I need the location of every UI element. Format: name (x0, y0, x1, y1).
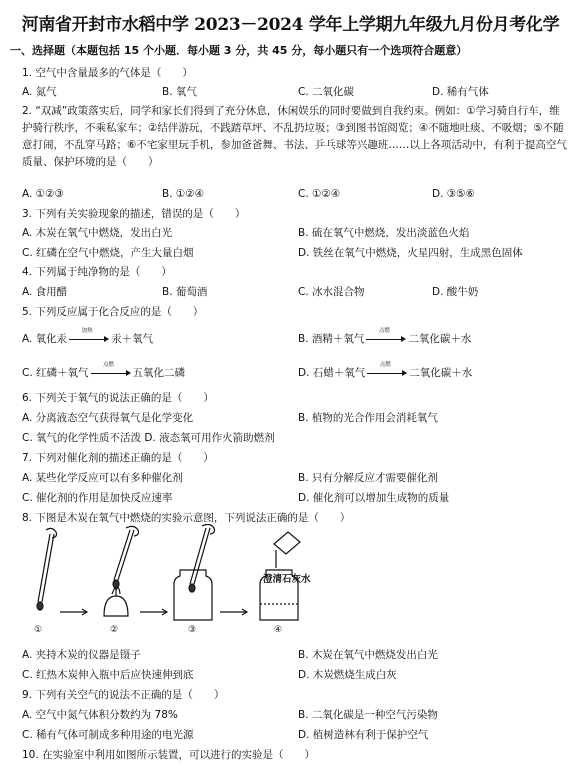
q3-option-d: D. 铁丝在氧气中燃烧，火星四射，生成黑色固体 (298, 247, 523, 259)
reaction-arrow-icon (69, 328, 109, 343)
q1-option-b: B. 氧气 (162, 86, 197, 98)
question-3-stem: 3. 下列有关实验现象的描述，错误的是（ ） (22, 208, 246, 220)
question-2-stem: 2. “双减”政策落实后，同学和家长们得到了充分休息，休闲娱乐的同时要做到自我约束。例如：①学习骑自行车，维护骑行秩序，不乘私家车；②结伴游玩，不践踏草坪、不乱扔垃圾；③到图书馆阅览；④不随地吐痰、不吸烟；⑤不随意打闹，不乱穿马路；⑥不宅家里玩手机，参加爸爸舞、书法、乒乓球等兴趣班……以上各项活动中，有利于提高空气质量、保护环境的是（ ） (22, 105, 567, 168)
question-10-stem: 10. 在实验室中利用如图所示装置，可以进行的实验是（ ） (22, 749, 316, 761)
question-4-stem: 4. 下列属于纯净物的是（ ） (22, 266, 172, 278)
q5-a-products: 汞＋氧气 (111, 333, 154, 345)
q5-option-b (298, 328, 472, 346)
q8-option-a: A. 夹持木炭的仪器是镊子 (22, 649, 141, 661)
reaction-condition: 加热 (81, 328, 93, 334)
q8-option-b: B. 木炭在氧气中燃烧发出白光 (298, 649, 438, 661)
q9-option-a: A. 空气中氮气体积分数约为 78% (22, 709, 178, 721)
q9-option-d: D. 植树造林有利于保护空气 (298, 729, 429, 741)
reaction-arrow-icon (91, 362, 131, 377)
q2-option-d: D. ③⑤⑥ (432, 188, 475, 200)
q5-a-reactants: A. 氧化汞 (22, 333, 68, 345)
q5-option-a (22, 328, 154, 346)
step-1-label: ① (34, 625, 43, 635)
q6-option-a: A. 分离液态空气获得氧气是化学变化 (22, 412, 194, 424)
limewater-label: 澄清石灰水 (263, 574, 311, 585)
q5-option-c (22, 362, 186, 380)
question-8-stem: 8. 下图是木炭在氧气中燃烧的实验示意图，下列说法正确的是（ ） (22, 512, 351, 524)
q7-option-b: B. 只有分解反应才需要催化剂 (298, 472, 438, 484)
q5-b-products: 二氧化碳＋水 (408, 333, 472, 345)
question-9-stem: 9. 下列有关空气的说法不正确的是（ ） (22, 689, 225, 701)
reaction-arrow-icon (367, 362, 407, 377)
q9-option-b: B. 二氧化碳是一种空气污染物 (298, 709, 438, 721)
q1-option-c: C. 二氧化碳 (298, 86, 355, 98)
q5-d-products: 二氧化碳＋水 (409, 367, 473, 379)
q4-option-c: C. 冰水混合物 (298, 286, 365, 298)
q5-d-reactants: D. 石蜡＋氧气 (298, 367, 366, 379)
q4-option-d: D. 酸牛奶 (432, 286, 479, 298)
question-7-stem: 7. 下列对催化剂的描述正确的是（ ） (22, 452, 214, 464)
q7-option-d: D. 催化剂可以增加生成物的质量 (298, 492, 450, 504)
q4-option-a: A. 食用醋 (22, 286, 68, 298)
q3-option-a: A. 木炭在氧气中燃烧，发出白光 (22, 227, 173, 239)
q9-option-c: C. 稀有气体可制成多种用途的电光源 (22, 729, 194, 741)
q4-option-b: B. 葡萄酒 (162, 286, 208, 298)
q5-c-reactants: C. 红磷＋氧气 (22, 367, 89, 379)
reaction-arrow-icon (366, 328, 406, 343)
q8-option-c: C. 红热木炭伸入瓶中后应快速伸到底 (22, 669, 194, 681)
q1-option-a: A. 氮气 (22, 86, 57, 98)
step-4-label: ④ (274, 625, 283, 635)
step-2-label: ② (110, 625, 119, 635)
q3-option-c: C. 红磷在空气中燃烧，产生大量白烟 (22, 247, 194, 259)
q8-option-d: D. 木炭燃烧生成白灰 (298, 669, 397, 681)
q2-option-b: B. ①②④ (162, 188, 205, 200)
q1-option-d: D. 稀有气体 (432, 86, 489, 98)
question-5-stem: 5. 下列反应属于化合反应的是（ ） (22, 306, 204, 318)
reaction-condition: 点燃 (103, 362, 115, 368)
q7-option-a: A. 某些化学反应可以有多种催化剂 (22, 472, 183, 484)
q5-b-reactants: B. 酒精＋氧气 (298, 333, 365, 345)
q6-option-cd: C. 氧气的化学性质不活泼 D. 液态氧可用作火箭助燃剂 (22, 432, 275, 444)
question-6-stem: 6. 下列关于氧气的说法正确的是（ ） (22, 392, 214, 404)
exam-title: 河南省开封市水稻中学 2023－2024 学年上学期九年级九月份月考化学 (21, 15, 560, 35)
section-heading: 一、选择题（本题包括 15 个小题．每小题 3 分，共 45 分，每小题只有一个选项符合题意） (10, 44, 468, 57)
q6-option-b: B. 植物的光合作用会消耗氧气 (298, 412, 438, 424)
q2-option-c: C. ①②④ (298, 188, 341, 200)
step-3-label: ③ (188, 625, 197, 635)
reaction-condition: 点燃 (378, 328, 390, 334)
q5-option-d (298, 362, 473, 380)
q7-option-c: C. 催化剂的作用是加快反应速率 (22, 492, 173, 504)
q3-option-b: B. 硫在氧气中燃烧，发出淡蓝色火焰 (298, 227, 470, 239)
question-1-stem: 1. 空气中含量最多的气体是（ ） (22, 67, 193, 79)
reaction-condition: 点燃 (379, 362, 391, 368)
q5-c-products: 五氧化二磷 (132, 367, 186, 379)
q2-option-a: A. ①②③ (22, 188, 64, 200)
